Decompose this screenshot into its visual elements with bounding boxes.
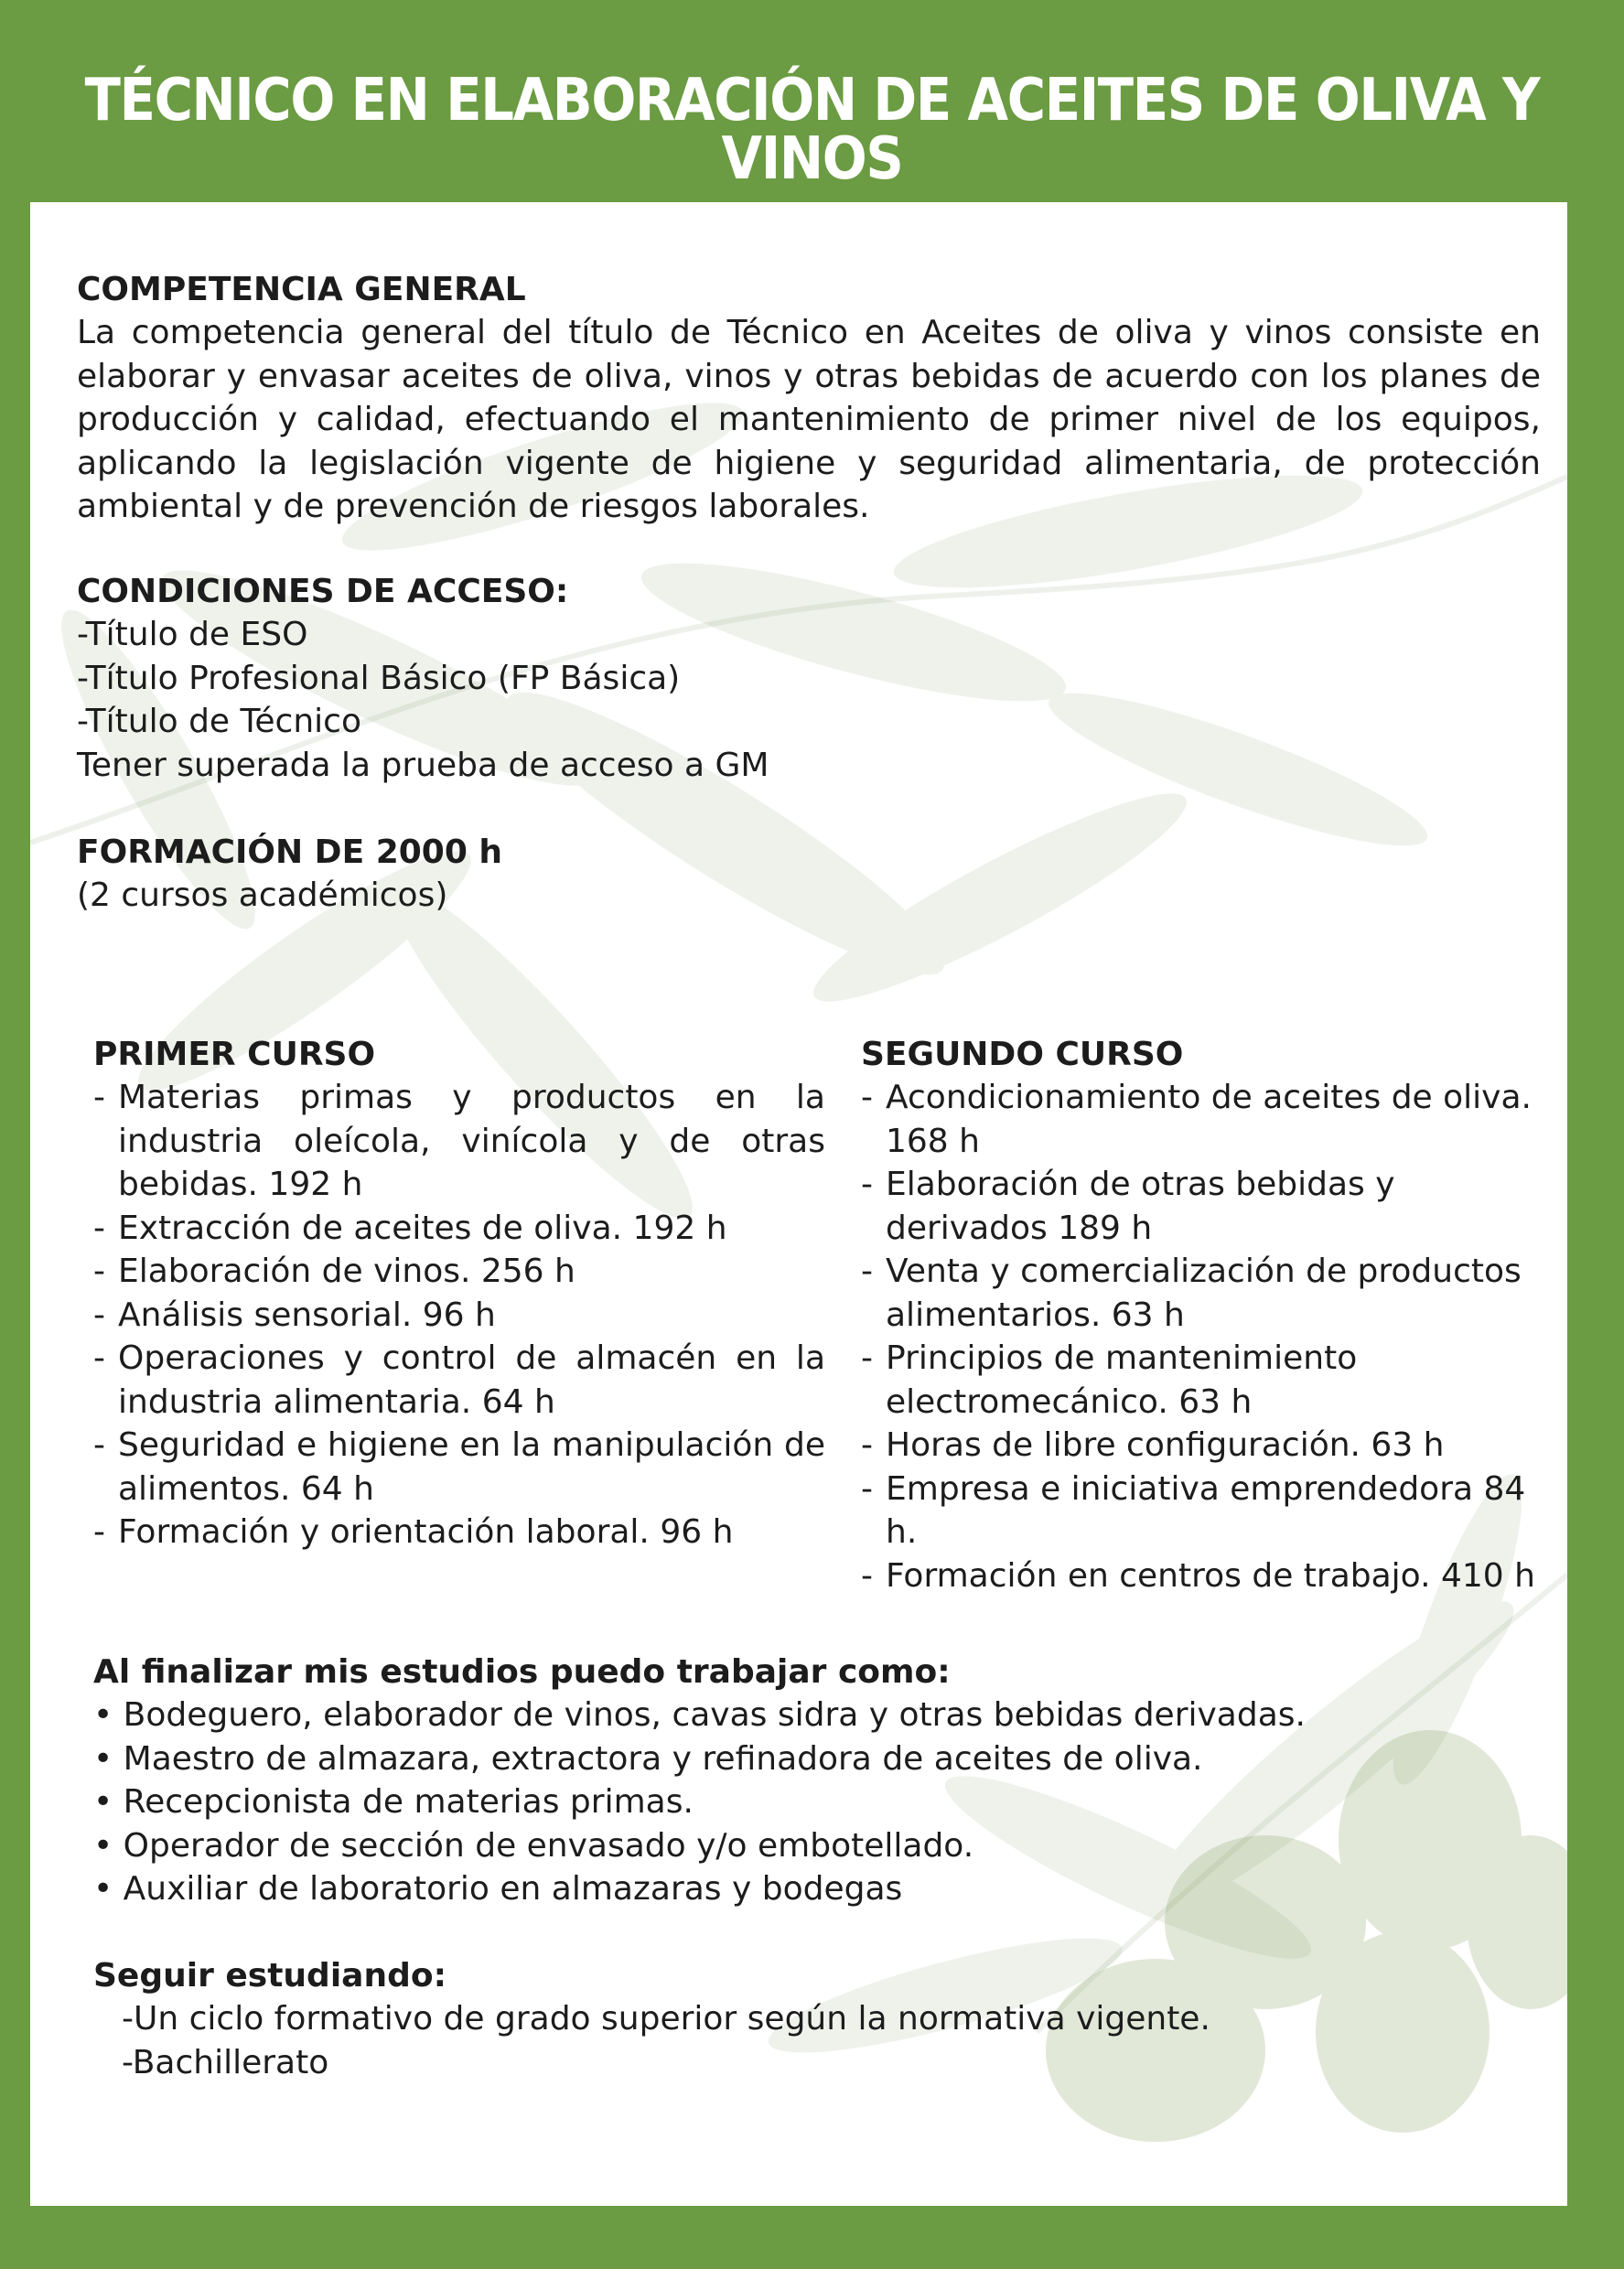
- list-item: • Auxiliar de laboratorio en almazaras y bodegas: [93, 1870, 903, 1908]
- list-item: • Operador de sección de envasado y/o embotellado.: [93, 1826, 974, 1865]
- acceso-item: -Título de ESO: [77, 616, 308, 653]
- list-item: - Acondicionamiento de aceites de oliva. 168 h: [861, 1079, 1532, 1160]
- content-panel: [30, 202, 1567, 2206]
- list-item: - Análisis sensorial. 96 h: [93, 1296, 496, 1334]
- list-item: • Maestro de almazara, extractora y refinadora de aceites de oliva.: [93, 1739, 1203, 1778]
- formacion-subtitle: (2 cursos académicos): [77, 876, 448, 914]
- acceso-list: [77, 613, 1358, 787]
- segundo-curso-heading: SEGUNDO CURSO: [861, 1036, 1184, 1073]
- list-item: - Horas de libre configuración. 63 h: [861, 1426, 1445, 1464]
- list-item: • Bodeguero, elaborador de vinos, cavas sidra y otras bebidas derivadas.: [93, 1696, 1306, 1734]
- list-item: - Extracción de aceites de oliva. 192 h: [93, 1209, 727, 1247]
- competencia-body: [77, 311, 1541, 529]
- seguir-list: [122, 1997, 1494, 2084]
- trabajar-list: [93, 1694, 1521, 1911]
- acceso-item: Tener superada la prueba de acceso a GM: [77, 746, 769, 784]
- list-item: -Un ciclo formativo de grado superior según la normativa vigente.: [122, 2000, 1210, 2038]
- list-item: - Formación en centros de trabajo. 410 h: [861, 1556, 1535, 1595]
- acceso-item: -Título de Técnico: [77, 703, 361, 740]
- acceso-heading: CONDICIONES DE ACCESO:: [77, 573, 569, 610]
- primer-curso-list: [93, 1076, 825, 1554]
- primer-curso-heading: PRIMER CURSO: [93, 1036, 376, 1073]
- trabajar-heading: Al finalizar mis estudios puedo trabajar como:: [93, 1653, 951, 1691]
- list-item: - Materias primas y productos en la industria oleícola, vinícola y de otras bebidas. 192 h: [93, 1079, 825, 1203]
- competencia-text: La competencia general del título de Técnico en Aceites de oliva y vinos consiste en elaborar y envasar aceites de oliva, vinos y otras bebidas de acuerdo con los planes de producción y calidad, efectuando el mantenimiento de primer nivel de los equipos, aplicando la legislación vigente de higiene y seguridad alimentaria, de protección ambiental y de prevención de riesgos laborales.: [77, 314, 1541, 525]
- competencia-heading: COMPETENCIA GENERAL: [77, 271, 526, 308]
- list-item: - Elaboración de otras bebidas y derivados 189 h: [861, 1166, 1395, 1247]
- list-item: -Bachillerato: [122, 2043, 329, 2081]
- list-item: - Principios de mantenimiento electromecánico. 63 h: [861, 1339, 1358, 1421]
- page-title: TÉCNICO EN ELABORACIÓN DE ACEITES DE OLIVA Y VINOS: [84, 67, 1540, 193]
- seguir-heading: Seguir estudiando:: [93, 1957, 446, 1995]
- list-item: - Formación y orientación laboral. 96 h: [93, 1513, 734, 1551]
- list-item: - Seguridad e higiene en la manipulación de alimentos. 64 h: [93, 1426, 825, 1508]
- list-item: - Operaciones y control de almacén en la industria alimentaria. 64 h: [93, 1339, 825, 1421]
- list-item: • Recepcionista de materias primas.: [93, 1783, 694, 1821]
- formacion-heading: FORMACIÓN DE 2000 h: [77, 833, 503, 871]
- segundo-curso-list: [861, 1076, 1556, 1597]
- list-item: - Elaboración de vinos. 256 h: [93, 1253, 575, 1290]
- list-item: - Empresa e iniciativa emprendedora 84 h.: [861, 1469, 1526, 1551]
- acceso-item: -Título Profesional Básico (FP Básica): [77, 659, 681, 697]
- list-item: - Venta y comercialización de productos alimentarios. 63 h: [861, 1253, 1522, 1334]
